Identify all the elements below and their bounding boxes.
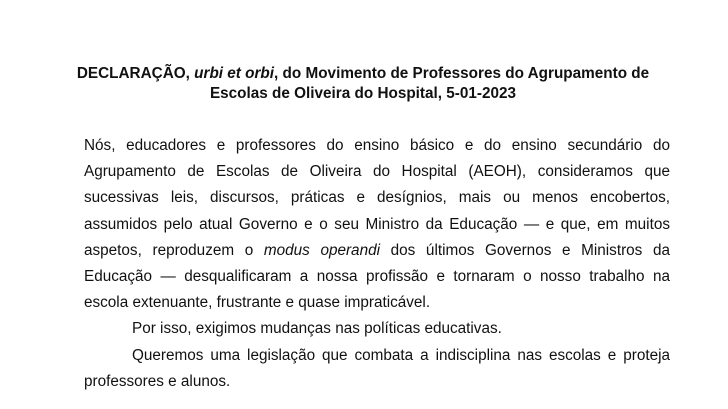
document-title [60, 64, 666, 104]
paragraph-intro-after: dos últimos Governos e Ministros da Educação — desqualificaram a nossa profissão e tornaram o nosso trabalho na escola extenuante, frustrante e quase impraticável. [84, 241, 670, 312]
document-body [84, 133, 670, 395]
paragraph-legislation: Queremos uma legislação que combata a indisciplina nas escolas e proteja professores e alunos. [84, 346, 670, 390]
paragraph-intro-italic: modus operandi [263, 241, 380, 259]
title-text-start: DECLARAÇÃO, [76, 65, 195, 82]
paragraph-demand: Por isso, exigimos mudanças nas políticas educativas. [132, 320, 502, 338]
title-latin-phrase: urbi et orbi [194, 65, 275, 82]
title-text-end: , do Movimento de Professores do Agrupamento de Escolas de Oliveira do Hospital, 5-01-2023 [209, 65, 650, 102]
paragraph-intro-before: Nós, educadores e professores do ensino básico e do ensino secundário do Agrupamento de Escolas de Oliveira do Hospital (AEOH), consideramos que sucessivas leis, discursos, práticas e desígnios, mais ou menos encobertos, assumidos pelo atual Governo e o seu Ministro da Educação — e que, em muitos aspetos, reproduzem o [84, 137, 670, 259]
paragraph-intro [84, 133, 670, 316]
